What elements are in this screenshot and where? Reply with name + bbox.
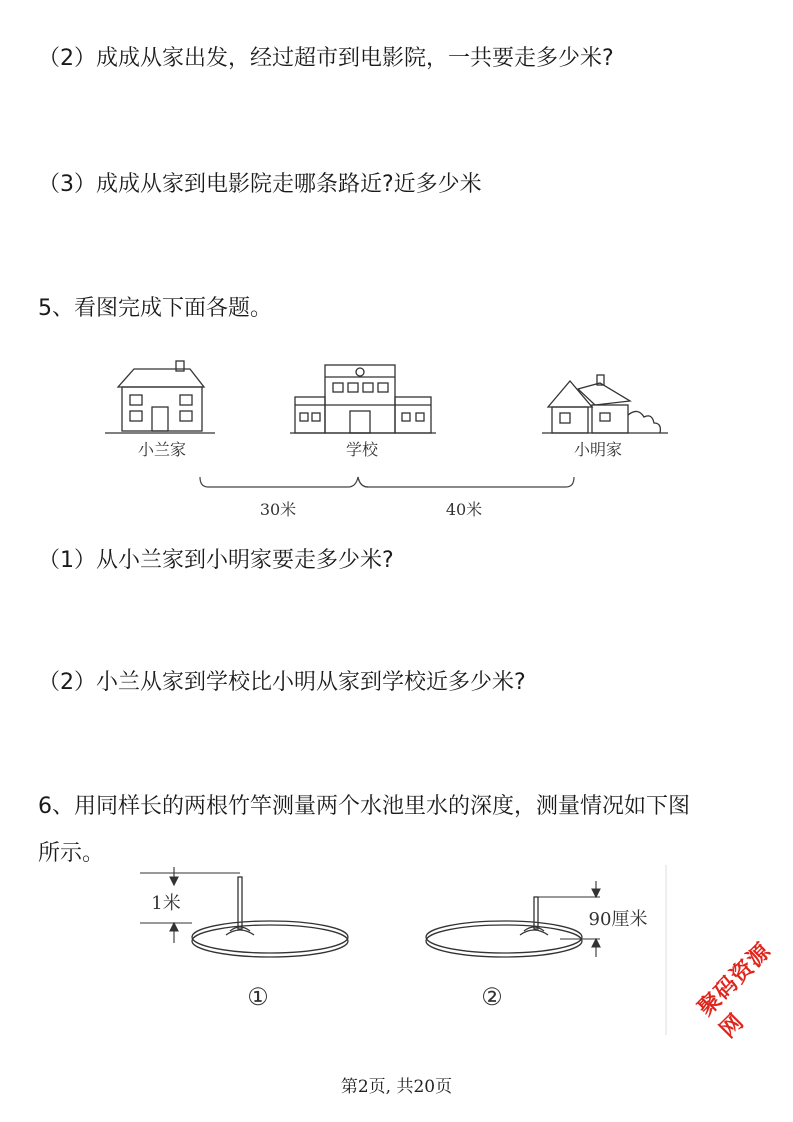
q5-figure xyxy=(100,355,700,530)
place-label-xiaolan: 小兰家 xyxy=(137,440,187,459)
brace-left xyxy=(200,477,368,487)
school-building-icon xyxy=(290,365,436,433)
distance-label-30: 30米 xyxy=(259,500,297,519)
q6-line1: 6、用同样长的两根竹竿测量两个水池里水的深度，测量情况如下图 xyxy=(38,794,690,819)
pool-1-number: ① xyxy=(247,983,269,1011)
distance-label-40: 40米 xyxy=(445,500,483,519)
q5-sub1: （1）从小兰家到小明家要走多少米? xyxy=(38,548,394,573)
xiaolan-house-icon xyxy=(105,361,215,433)
q6-figure xyxy=(130,865,670,1035)
watermark-logo: 聚码资源网 xyxy=(693,938,777,1044)
brace-right xyxy=(358,477,574,487)
pool-1-icon xyxy=(192,877,348,957)
q4-sub3: （3）成成从家到电影院走哪条路近?近多少米 xyxy=(38,172,482,197)
q6-line2: 所示。 xyxy=(38,841,105,866)
q5-sub2: （2）小兰从家到学校比小明从家到学校近多少米? xyxy=(38,670,526,695)
place-label-school: 学校 xyxy=(345,440,379,459)
q5-title: 5、看图完成下面各题。 xyxy=(38,296,272,321)
q4-sub2: （2）成成从家出发，经过超市到电影院，一共要走多少米? xyxy=(38,46,614,71)
place-label-xiaoming: 小明家 xyxy=(573,440,623,459)
depth-label-1m: 1米 xyxy=(151,893,181,914)
pool-2-number: ② xyxy=(481,983,503,1011)
depth-label-90cm: 90厘米 xyxy=(588,909,648,930)
xiaoming-house-icon xyxy=(542,375,668,433)
pool-2-icon xyxy=(426,897,582,957)
page-footer: 第2页, 共20页 xyxy=(340,1077,453,1097)
